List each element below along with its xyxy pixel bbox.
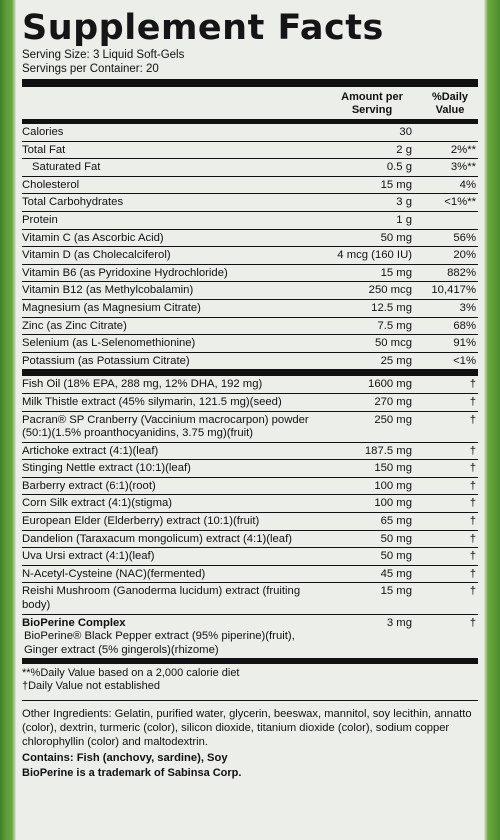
row-daily-value: † — [469, 479, 476, 492]
row-amount: 25 mg — [380, 354, 412, 367]
bioperine-amount: 3 mg — [386, 616, 412, 629]
amount-header: Amount per Serving — [341, 91, 403, 116]
row-name: Protein — [22, 213, 58, 226]
ingredient-list — [22, 375, 478, 613]
row-name: Corn Silk extract (4:1)(stigma) — [22, 497, 173, 510]
row-daily-value: † — [469, 515, 476, 528]
table-row — [22, 393, 478, 411]
table-row — [22, 123, 478, 141]
row-daily-value: 91% — [453, 337, 476, 350]
daily-value-header: %Daily Value — [431, 91, 469, 116]
row-name: Fish Oil (18% EPA, 288 mg, 12% DHA, 192 mg) — [22, 378, 263, 391]
table-row — [22, 411, 478, 442]
serving-size: Serving Size: 3 Liquid Soft-Gels — [22, 49, 185, 61]
table-row — [22, 352, 478, 370]
footnotes — [22, 664, 478, 696]
row-name: Magnesium (as Magnesium Citrate) — [22, 301, 201, 314]
table-row — [22, 565, 478, 583]
table-row — [22, 158, 478, 176]
row-amount: 30 — [399, 126, 412, 138]
row-daily-value: <1% — [453, 354, 476, 367]
row-amount: 150 mg — [374, 462, 412, 475]
table-row — [22, 375, 478, 393]
row-daily-value: † — [469, 532, 476, 545]
bioperine-line1: BioPerine® Black Pepper extract (95% piperine)(fruit), — [24, 630, 295, 643]
row-daily-value: † — [469, 378, 476, 391]
row-amount: 270 mg — [374, 395, 412, 408]
row-name: Barberry extract (6:1)(root) — [22, 479, 156, 492]
row-name: European Elder (Elderberry) extract (10:1)(fruit) — [22, 515, 260, 528]
row-amount: 187.5 mg — [364, 444, 412, 457]
footnote-dv: **%Daily Value based on a 2,000 calorie diet — [22, 667, 240, 680]
row-amount: 3 g — [396, 196, 412, 209]
row-amount: 250 mg — [374, 413, 412, 426]
table-row — [22, 477, 478, 495]
row-amount: 50 mg — [380, 550, 412, 563]
row-name: Vitamin B12 (as Methylcobalamin) — [22, 284, 194, 297]
row-name: Calories — [22, 126, 64, 138]
row-amount: 50 mcg — [374, 337, 412, 350]
row-daily-value: † — [469, 497, 476, 510]
row-amount: 100 mg — [374, 479, 412, 492]
table-row — [22, 281, 478, 299]
row-amount: 15 mg — [380, 585, 412, 598]
table-row — [22, 547, 478, 565]
row-name: Total Fat — [22, 143, 66, 156]
table-row — [22, 459, 478, 477]
row-name: Saturated Fat — [32, 161, 101, 174]
row-amount: 0.5 g — [386, 161, 412, 174]
row-daily-value: <1%** — [444, 196, 476, 209]
row-name: Vitamin C (as Ascorbic Acid) — [22, 231, 164, 244]
row-name: Vitamin B6 (as Pyridoxine Hydrochloride) — [22, 266, 228, 279]
table-row — [22, 442, 478, 460]
row-amount: 7.5 mg — [377, 319, 412, 332]
row-daily-value: † — [469, 567, 476, 580]
bioperine-name: BioPerine Complex — [22, 616, 126, 629]
row-daily-value: 4% — [459, 178, 476, 191]
table-row — [22, 193, 478, 211]
row-daily-value: † — [469, 585, 476, 598]
row-name: Potassium (as Potassium Citrate) — [22, 354, 190, 367]
row-daily-value: 3%** — [450, 161, 476, 174]
row-name: Selenium (as L-Selenomethionine) — [22, 337, 196, 350]
row-amount: 12.5 mg — [371, 301, 412, 314]
row-amount: 15 mg — [380, 178, 412, 191]
row-name: Stinging Nettle extract (10:1)(leaf) — [22, 462, 191, 475]
row-daily-value: † — [469, 395, 476, 408]
row-daily-value: 56% — [453, 231, 476, 244]
row-daily-value: † — [469, 444, 476, 457]
row-amount: 45 mg — [380, 567, 412, 580]
page-title: Supplement Facts — [22, 8, 384, 48]
table-row — [22, 334, 478, 352]
footnote-dagger: †Daily Value not established — [22, 680, 160, 693]
table-row — [22, 582, 478, 613]
row-daily-value: 3% — [459, 301, 476, 314]
row-name: Uva Ursi extract (4:1)(leaf) — [22, 550, 155, 563]
table-header — [22, 89, 478, 119]
row-name: Total Carbohydrates — [22, 196, 124, 209]
table-row — [22, 530, 478, 548]
row-name: Reishi Mushroom (Ganoderma lucidum) extract (fruiting body) — [22, 585, 301, 612]
table-row — [22, 317, 478, 335]
thick-divider — [22, 79, 478, 87]
row-name: Artichoke extract (4:1)(leaf) — [22, 444, 159, 457]
allergen-statement: Contains: Fish (anchovy, sardine), Soy — [22, 752, 228, 765]
table-row — [22, 299, 478, 317]
row-daily-value: 2%** — [450, 143, 476, 156]
table-row — [22, 264, 478, 282]
row-daily-value: 882% — [447, 266, 476, 279]
row-amount: 100 mg — [374, 497, 412, 510]
row-name: Pacran® SP Cranberry (Vaccinium macrocarpon) powder (50:1)(1.5% proanthocyanidins, 3.75 mg)(fruit) — [22, 413, 309, 440]
other-ingredients — [22, 700, 478, 779]
bioperine-row — [22, 614, 478, 659]
table-row — [22, 512, 478, 530]
row-amount: 4 mcg (160 IU) — [337, 249, 412, 262]
trademark-note: BioPerine is a trademark of Sabinsa Corp. — [22, 767, 242, 780]
row-amount: 65 mg — [380, 515, 412, 528]
row-name: Vitamin D (as Cholecalciferol) — [22, 249, 171, 262]
row-amount: 50 mg — [380, 231, 412, 244]
row-daily-value: † — [469, 413, 476, 426]
row-name: Zinc (as Zinc Citrate) — [22, 319, 127, 332]
row-amount: 1600 mg — [368, 378, 412, 391]
bioperine-dv: † — [469, 616, 476, 629]
table-row — [22, 176, 478, 194]
bioperine-line2: Ginger extract (5% gingerols)(rhizome) — [24, 643, 219, 656]
supplement-facts-panel — [16, 0, 484, 840]
other-ingredients-text: Other Ingredients: Gelatin, purified water, glycerin, beeswax, mannitol, soy lecithin, annatto (color), dextrin, turmeric (color), silicon dioxide, titanium dioxide (color), sodium copper chlorophyllin (color) and maltodextrin. — [22, 708, 472, 749]
row-daily-value: † — [469, 550, 476, 563]
row-name: N-Acetyl-Cysteine (NAC)(fermented) — [22, 567, 206, 580]
table-row — [22, 229, 478, 247]
row-name: Dandelion (Taraxacum mongolicum) extract (4:1)(leaf) — [22, 532, 292, 545]
row-daily-value: 68% — [453, 319, 476, 332]
row-amount: 15 mg — [380, 266, 412, 279]
row-name: Cholesterol — [22, 178, 80, 191]
table-row — [22, 246, 478, 264]
row-daily-value: 10,417% — [431, 284, 476, 297]
table-row — [22, 141, 478, 159]
table-row — [22, 211, 478, 229]
row-daily-value: 20% — [453, 249, 476, 262]
servings-per-container: Servings per Container: 20 — [22, 63, 159, 75]
row-name: Milk Thistle extract (45% silymarin, 121.5 mg)(seed) — [22, 395, 282, 408]
row-amount: 2 g — [396, 143, 412, 156]
row-amount: 50 mg — [380, 532, 412, 545]
nutrient-list — [22, 123, 478, 369]
row-amount: 1 g — [396, 213, 412, 226]
row-amount: 250 mcg — [368, 284, 412, 297]
table-row — [22, 494, 478, 512]
row-daily-value: † — [469, 462, 476, 475]
